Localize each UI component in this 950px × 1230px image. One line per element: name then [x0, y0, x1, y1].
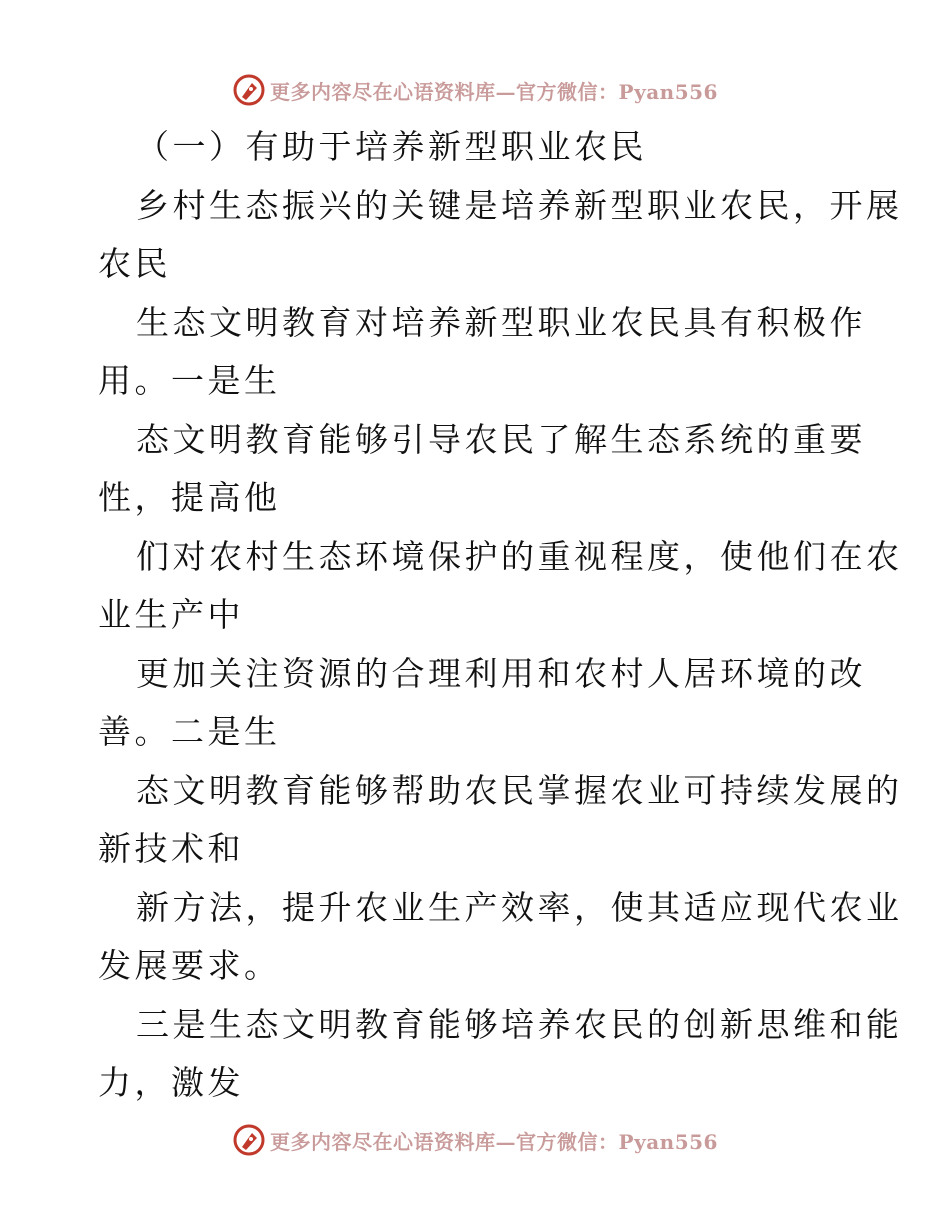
document-line: 态文明教育能够帮助农民掌握农业可持续发展的	[136, 770, 903, 810]
document-line: 善。二是生	[98, 712, 281, 751]
header-banner	[0, 70, 950, 110]
document-line: （一）有助于培养新型职业农民	[136, 127, 647, 166]
pen-nib-logo-icon	[232, 1123, 266, 1157]
pen-nib-logo-icon	[232, 73, 266, 107]
document-line: 们对农村生态环境保护的重视程度，使他们在农	[136, 536, 903, 576]
document-body	[98, 118, 903, 1113]
document-line: 更加关注资源的合理利用和农村人居环境的改	[136, 653, 866, 693]
document-line: 性，提高他	[98, 478, 281, 517]
footer-banner	[0, 1120, 950, 1160]
document-line: 业生产中	[98, 595, 244, 634]
document-line: 生态文明教育对培养新型职业农民具有积极作	[136, 302, 866, 342]
document-line: 农民	[98, 244, 171, 283]
header-banner-text: 更多内容尽在心语资料库—官方微信：Pyan556	[270, 79, 718, 104]
document-line: 新方法，提升农业生产效率，使其适应现代农业	[136, 887, 903, 927]
document-line: 新技术和	[98, 829, 244, 868]
document-line: 力，激发	[98, 1063, 244, 1102]
document-line: 发展要求。	[98, 946, 281, 985]
document-line: 用。一是生	[98, 361, 281, 400]
footer-banner-text: 更多内容尽在心语资料库—官方微信：Pyan556	[270, 1129, 718, 1154]
document-line: 三是生态文明教育能够培养农民的创新思维和能	[136, 1004, 903, 1044]
document-line: 乡村生态振兴的关键是培养新型职业农民，开展	[136, 185, 903, 225]
document-line: 态文明教育能够引导农民了解生态系统的重要	[136, 419, 866, 459]
